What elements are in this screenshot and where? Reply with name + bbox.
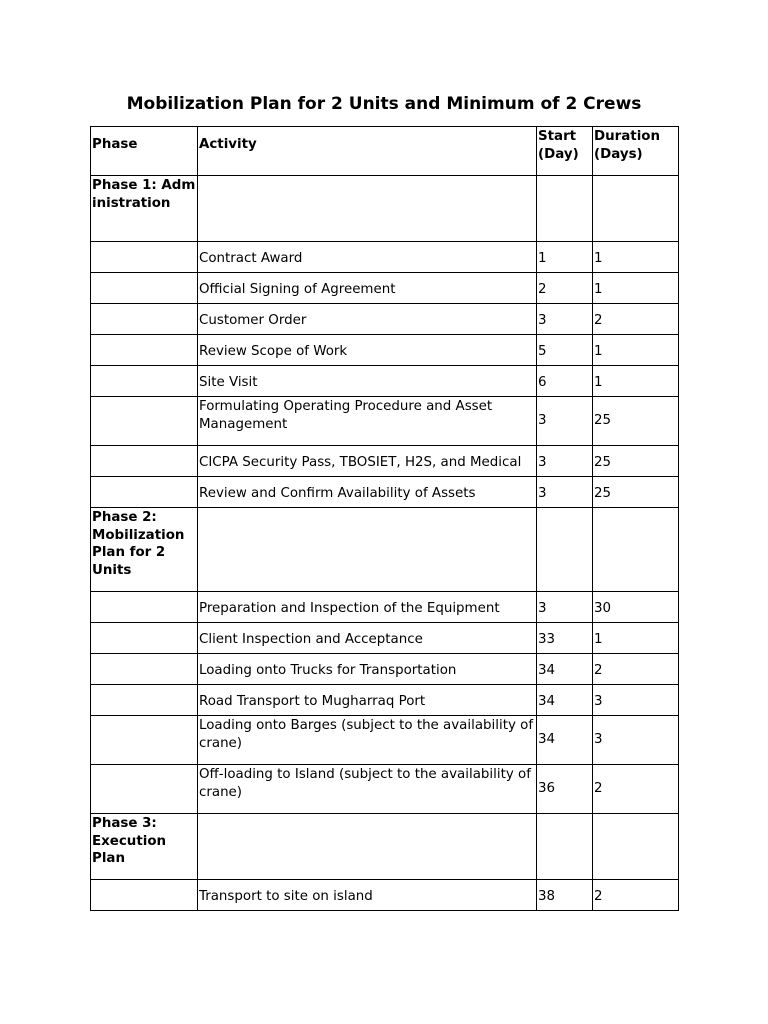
table-row xyxy=(91,397,679,446)
phase-cell xyxy=(91,716,198,765)
duration-cell: 1 xyxy=(593,623,679,654)
phase-cell xyxy=(91,654,198,685)
phase-cell xyxy=(91,477,198,508)
table-row xyxy=(91,716,679,765)
table-row xyxy=(91,508,679,592)
duration-cell: 30 xyxy=(593,592,679,623)
activity-cell: Loading onto Barges (subject to the availability of crane) xyxy=(198,716,537,765)
table-row xyxy=(91,654,679,685)
activity-cell: Preparation and Inspection of the Equipment xyxy=(198,592,537,623)
activity-cell: Road Transport to Mugharraq Port xyxy=(198,685,537,716)
table-row xyxy=(91,273,679,304)
phase-cell: Phase 3: Execution Plan xyxy=(91,814,198,880)
duration-cell: 2 xyxy=(593,654,679,685)
start-cell: 34 xyxy=(537,716,593,765)
duration-cell: 2 xyxy=(593,304,679,335)
duration-cell xyxy=(593,176,679,242)
start-cell xyxy=(537,176,593,242)
activity-cell: Review and Confirm Availability of Assets xyxy=(198,477,537,508)
duration-cell: 3 xyxy=(593,716,679,765)
activity-cell: Off-loading to Island (subject to the availability of crane) xyxy=(198,765,537,814)
table-row xyxy=(91,242,679,273)
start-cell: 3 xyxy=(537,446,593,477)
duration-cell: 2 xyxy=(593,880,679,911)
duration-cell xyxy=(593,508,679,592)
duration-cell xyxy=(593,814,679,880)
start-cell xyxy=(537,508,593,592)
phase-cell xyxy=(91,446,198,477)
duration-cell: 25 xyxy=(593,397,679,446)
column-header-duration xyxy=(593,127,679,176)
phase-cell: Phase 1: Administration xyxy=(91,176,198,242)
phase-cell xyxy=(91,366,198,397)
column-header-activity: Activity xyxy=(198,127,537,176)
activity-cell: Review Scope of Work xyxy=(198,335,537,366)
phase-cell xyxy=(91,335,198,366)
activity-cell: Customer Order xyxy=(198,304,537,335)
activity-cell: Client Inspection and Acceptance xyxy=(198,623,537,654)
start-cell: 38 xyxy=(537,880,593,911)
start-cell: 36 xyxy=(537,765,593,814)
activity-cell: Site Visit xyxy=(198,366,537,397)
start-cell: 5 xyxy=(537,335,593,366)
table-row xyxy=(91,592,679,623)
start-cell: 34 xyxy=(537,654,593,685)
start-cell: 34 xyxy=(537,685,593,716)
column-header-start-line2: (Day) xyxy=(538,146,579,162)
phase-cell xyxy=(91,685,198,716)
table-row xyxy=(91,814,679,880)
column-header-phase: Phase xyxy=(91,127,198,176)
phase-cell xyxy=(91,880,198,911)
column-header-duration-line1: Duration xyxy=(594,129,661,144)
table-row xyxy=(91,880,679,911)
column-header-start xyxy=(537,127,593,176)
table-row xyxy=(91,765,679,814)
duration-cell: 25 xyxy=(593,477,679,508)
start-cell: 3 xyxy=(537,477,593,508)
table-row xyxy=(91,176,679,242)
phase-cell xyxy=(91,397,198,446)
activity-cell: Formulating Operating Procedure and Asset Management xyxy=(198,397,537,446)
mobilization-plan-table xyxy=(90,126,679,911)
activity-cell: Contract Award xyxy=(198,242,537,273)
column-header-duration-line2: (Days) xyxy=(594,146,643,162)
column-header-start-line1: Start xyxy=(538,129,577,144)
duration-cell: 1 xyxy=(593,366,679,397)
start-cell: 6 xyxy=(537,366,593,397)
duration-cell: 1 xyxy=(593,335,679,366)
start-cell: 3 xyxy=(537,592,593,623)
activity-cell xyxy=(198,176,537,242)
duration-cell: 2 xyxy=(593,765,679,814)
duration-cell: 3 xyxy=(593,685,679,716)
phase-cell xyxy=(91,273,198,304)
activity-cell: CICPA Security Pass, TBOSIET, H2S, and Medical xyxy=(198,446,537,477)
duration-cell: 25 xyxy=(593,446,679,477)
table-header-row xyxy=(91,127,679,176)
phase-cell: Phase 2: Mobilization Plan for 2 Units xyxy=(91,508,198,592)
start-cell: 33 xyxy=(537,623,593,654)
table-row xyxy=(91,685,679,716)
phase-cell xyxy=(91,304,198,335)
table-row xyxy=(91,304,679,335)
table-row xyxy=(91,366,679,397)
phase-cell xyxy=(91,623,198,654)
table-row xyxy=(91,446,679,477)
duration-cell: 1 xyxy=(593,273,679,304)
start-cell: 2 xyxy=(537,273,593,304)
table-row xyxy=(91,623,679,654)
phase-cell xyxy=(91,592,198,623)
activity-cell: Transport to site on island xyxy=(198,880,537,911)
activity-cell xyxy=(198,814,537,880)
phase-cell xyxy=(91,242,198,273)
start-cell xyxy=(537,814,593,880)
activity-cell: Official Signing of Agreement xyxy=(198,273,537,304)
duration-cell: 1 xyxy=(593,242,679,273)
phase-cell xyxy=(91,765,198,814)
start-cell: 1 xyxy=(537,242,593,273)
start-cell: 3 xyxy=(537,304,593,335)
table-row xyxy=(91,335,679,366)
activity-cell xyxy=(198,508,537,592)
table-row xyxy=(91,477,679,508)
document-title: Mobilization Plan for 2 Units and Minimum of 2 Crews xyxy=(126,94,642,114)
activity-cell: Loading onto Trucks for Transportation xyxy=(198,654,537,685)
start-cell: 3 xyxy=(537,397,593,446)
